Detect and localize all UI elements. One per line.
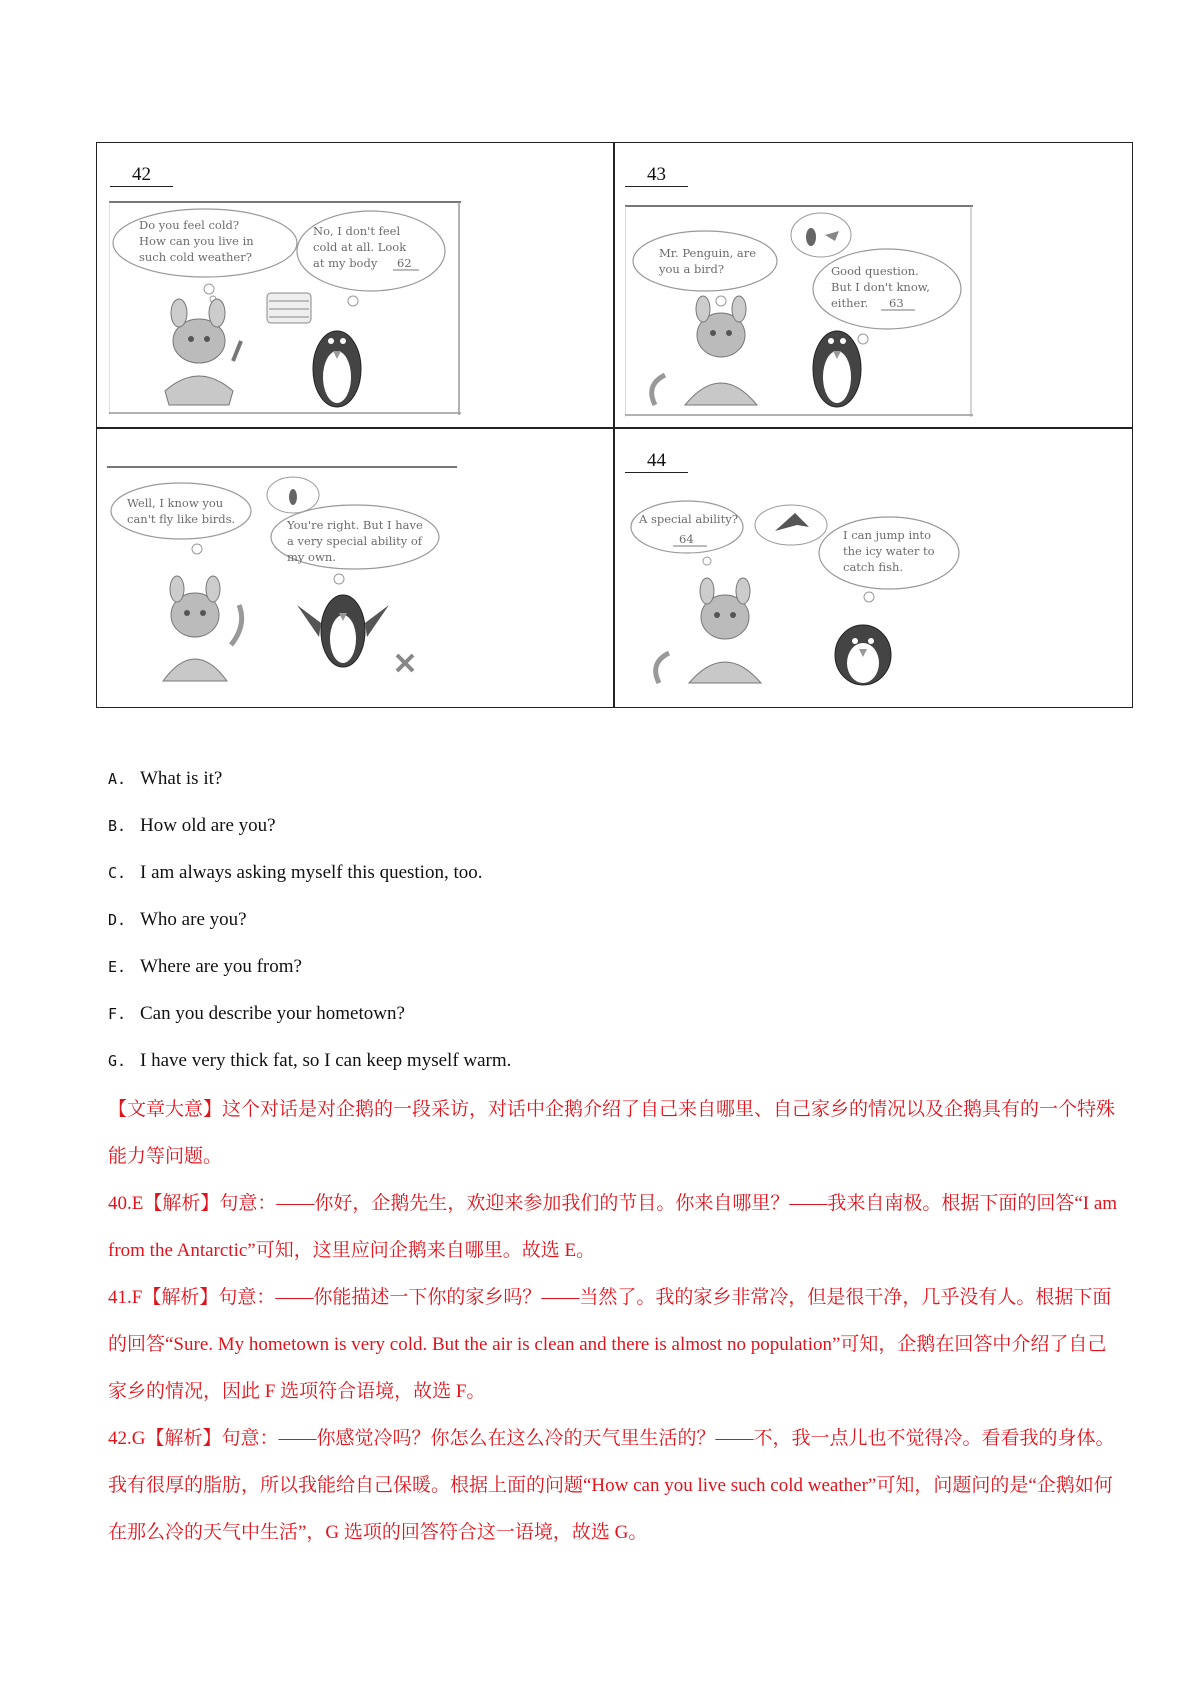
- comic-text: No, I don't feel: [313, 224, 401, 238]
- comic-text: Mr. Penguin, are: [659, 246, 757, 260]
- comic-text: 62: [397, 256, 412, 270]
- option-text: Who are you?: [140, 909, 247, 930]
- comic-drawing: [109, 201, 461, 415]
- option-text: I am always asking myself this question, too.: [140, 862, 483, 883]
- analysis-q41: 41.F【解析】句意：——你能描述一下你的家乡吗？——当然了。我的家乡非常冷，但是很干净，几乎没有人。根据下面的回答“Sure. My hometown is very cold. But the air is clean and there is almost no population”可知，企鹅在回答中介绍了自己家乡的情况，因此 F 选项符合语境，故选 F。: [108, 1287, 1112, 1402]
- option-a: [108, 768, 222, 790]
- comic-text: my own.: [287, 550, 336, 564]
- comic-text: You're right. But I have: [287, 518, 423, 532]
- comic-text: But I don't know,: [831, 280, 930, 294]
- option-g: [108, 1050, 511, 1072]
- option-letter: D.: [108, 911, 127, 929]
- comic-text: you a bird?: [659, 262, 725, 276]
- option-b: [108, 815, 276, 837]
- comic-grid: [96, 142, 1133, 708]
- comic-text: Good question.: [831, 264, 919, 278]
- option-text: How old are you?: [140, 815, 276, 836]
- comic-text: such cold weather?: [139, 250, 252, 264]
- comic-text: 64: [679, 532, 694, 546]
- option-text: I have very thick fat, so I can keep myself warm.: [140, 1050, 512, 1071]
- comic-image: [107, 455, 457, 691]
- option-letter: C.: [108, 864, 127, 882]
- comic-text: a very special ability of: [287, 534, 423, 548]
- comic-panel-42: [97, 143, 613, 427]
- comic-drawing: [625, 205, 973, 417]
- blank-number: 43: [625, 165, 688, 187]
- comic-drawing: [625, 491, 975, 687]
- option-d: [108, 909, 247, 931]
- comic-text: Well, I know you: [127, 496, 224, 510]
- option-text: Where are you from?: [140, 956, 302, 977]
- comic-text: 63: [889, 296, 904, 310]
- comic-text: I can jump into: [843, 528, 932, 542]
- comic-text: A special ability?: [639, 512, 738, 526]
- option-f: [108, 1003, 405, 1025]
- option-letter: E.: [108, 958, 127, 976]
- comic-text: catch fish.: [843, 560, 904, 574]
- option-letter: B.: [108, 817, 127, 835]
- comic-text: cold at all. Look: [313, 240, 407, 254]
- comic-text: the icy water to: [843, 544, 935, 558]
- option-letter: G.: [108, 1052, 127, 1070]
- comic-text: How can you live in: [139, 234, 254, 248]
- comic-image: [109, 201, 461, 415]
- comic-drawing: [107, 455, 457, 691]
- comic-panel-unnumbered: [97, 429, 613, 709]
- comic-text: Do you feel cold?: [139, 218, 240, 232]
- comic-panel-44: [615, 429, 1133, 709]
- comic-text: at my body: [313, 256, 378, 270]
- comic-panel-43: [615, 143, 1133, 427]
- option-letter: F.: [108, 1005, 127, 1023]
- option-text: Can you describe your hometown?: [140, 1003, 405, 1024]
- option-letter: A.: [108, 770, 127, 788]
- analysis-q40: 40.E【解析】句意：——你好，企鹅先生，欢迎来参加我们的节目。你来自哪里？——我来自南极。根据下面的回答“I am from the Antarctic”可知，这里应问企鹅来自哪里。故选 E。: [108, 1193, 1118, 1261]
- comic-text: can't fly like birds.: [127, 512, 236, 526]
- blank-number: 42: [110, 165, 173, 187]
- comic-text: either.: [831, 296, 869, 310]
- option-c: [108, 862, 482, 884]
- comic-image: [625, 491, 975, 687]
- analysis-q42: 42.G【解析】句意：——你感觉冷吗？你怎么在这么冷的天气里生活的？——不，我一点儿也不觉得冷。看看我的身体。我有很厚的脂肪，所以我能给自己保暖。根据上面的问题“How can you live such cold weather”可知，问题问的是“企鹅如何在那么冷的天气中生活”，G 选项的回答符合这一语境，故选 G。: [108, 1428, 1115, 1543]
- article-summary: 【文章大意】这个对话是对企鹅的一段采访，对话中企鹅介绍了自己来自哪里、自己家乡的情况以及企鹅具有的一个特殊能力等问题。: [108, 1099, 1116, 1167]
- option-e: [108, 956, 302, 978]
- option-text: What is it?: [140, 768, 223, 789]
- blank-number: 44: [625, 451, 688, 473]
- comic-image: [625, 205, 973, 417]
